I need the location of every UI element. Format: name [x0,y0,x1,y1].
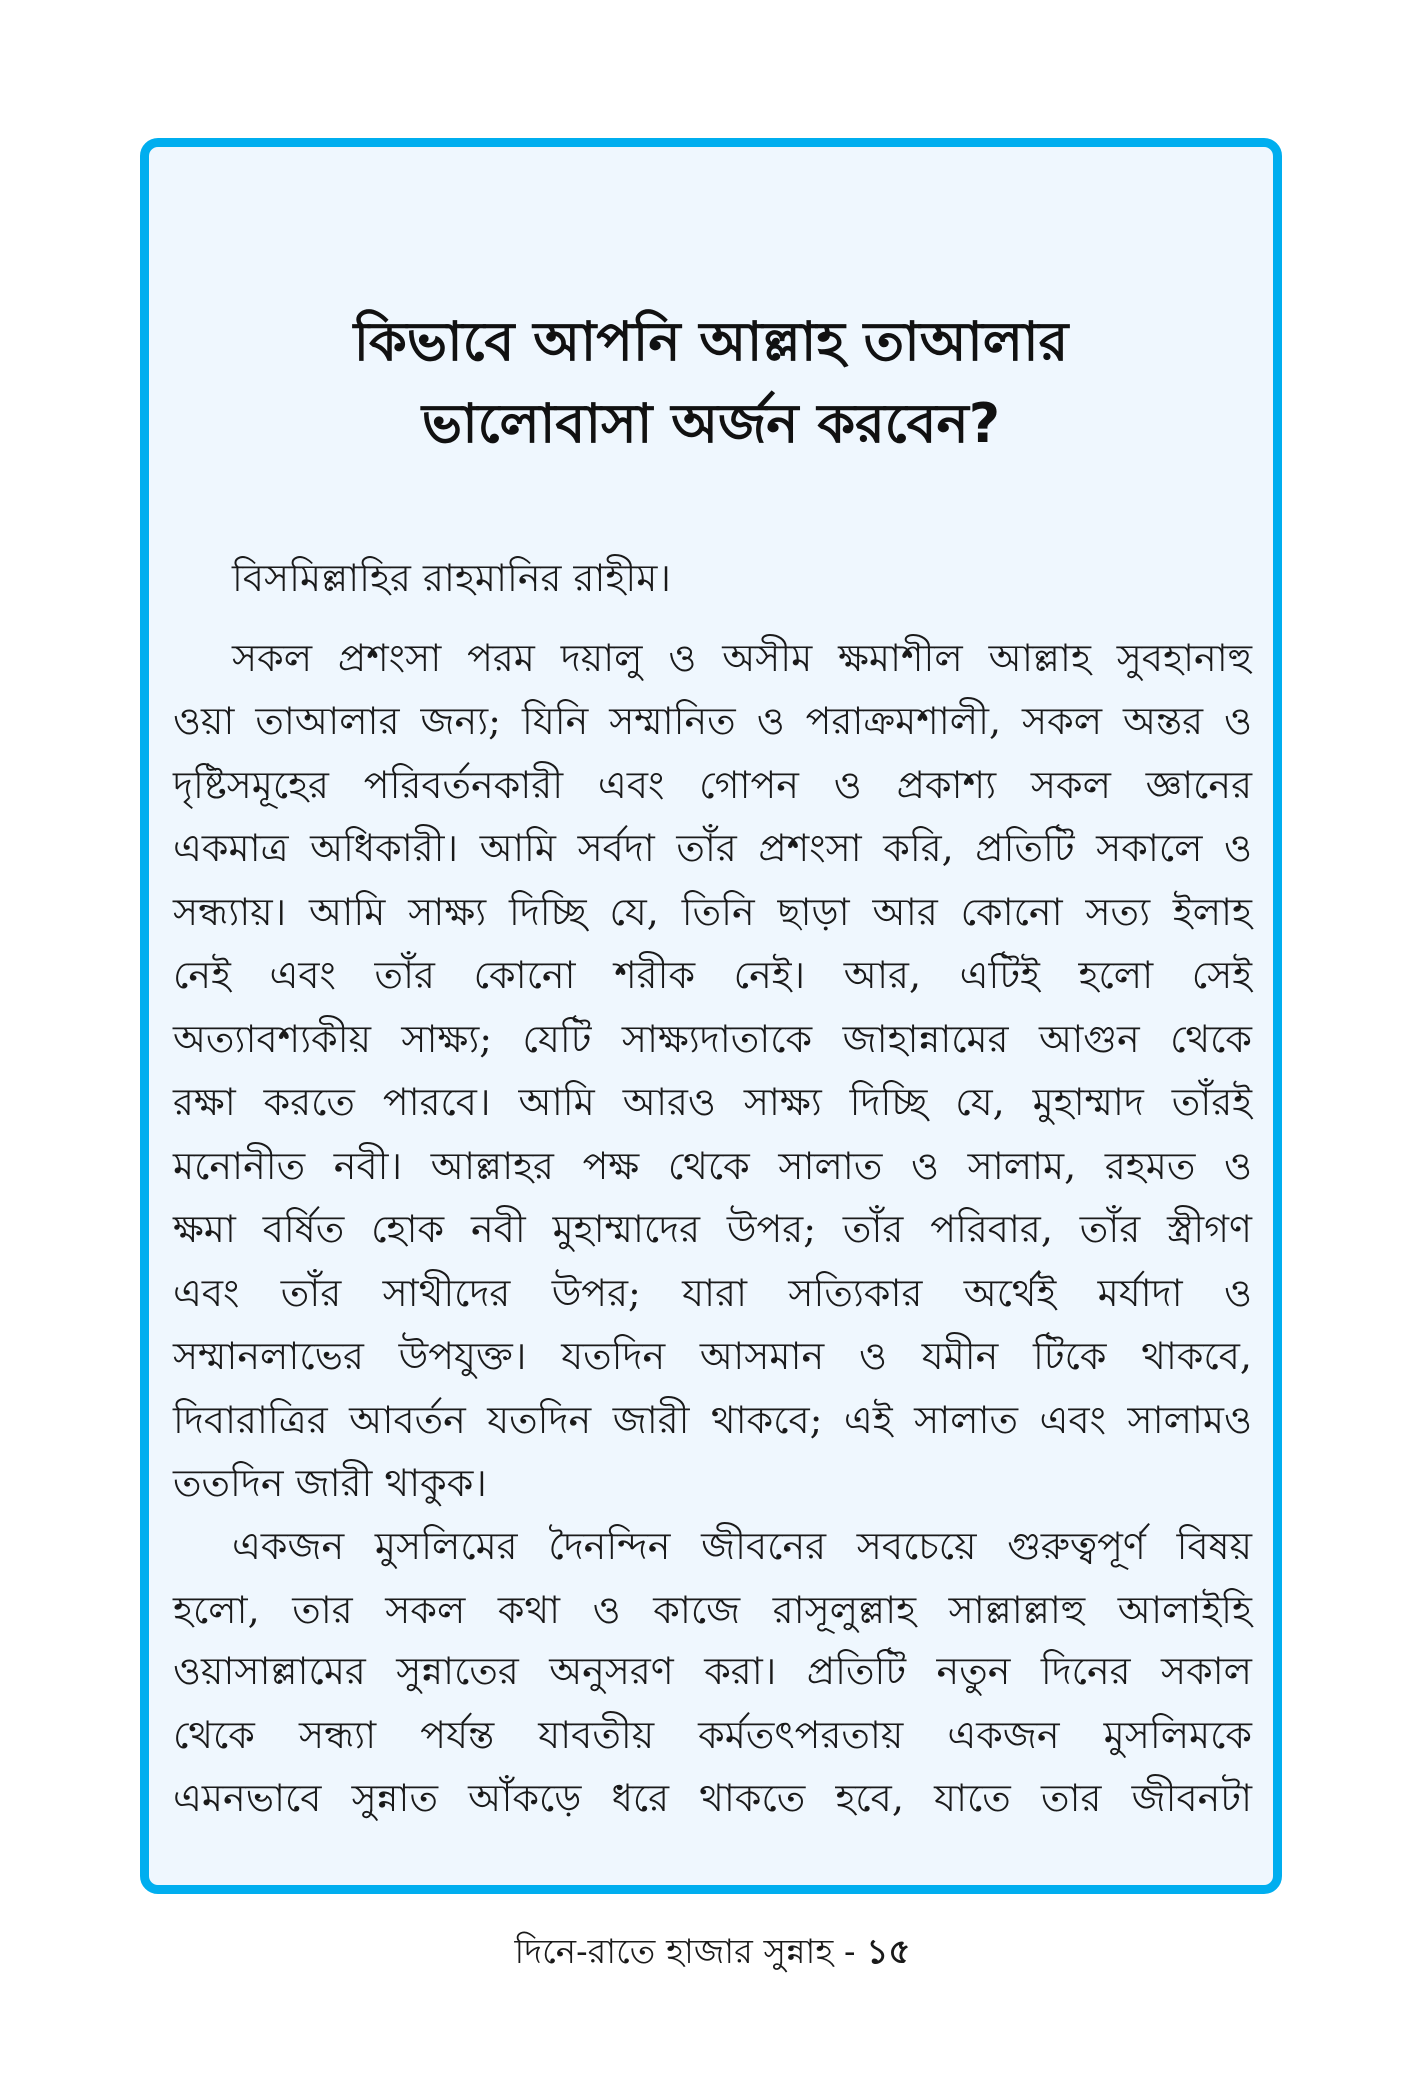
paragraph-line: রক্ষা করতে পারবে। আমি আরও সাক্ষ্য দিচ্ছি যে, মুহাম্মাদ তাঁরই [173,1080,1252,1124]
paragraph-line: নেই এবং তাঁর কোনো শরীক নেই। আর, এটিই হলো সেই [173,953,1252,997]
paragraph-line: ওয়াসাল্লামের সুন্নাতের অনুসরণ করা। প্রতিটি নতুন দিনের সকাল [173,1649,1252,1693]
page-footer [0,1922,1425,1982]
paragraph-line: দিবারাত্রির আবর্তন যতদিন জারী থাকবে; এই সালাত এবং সালামও [173,1398,1252,1442]
paragraph-line: ওয়া তাআলার জন্য; যিনি সম্মানিত ও পরাক্রমশালী, সকল অন্তর ও [173,699,1252,743]
paragraph-line: একজন মুসলিমের দৈনন্দিন জীবনের সবচেয়ে গুরুত্বপূর্ণ বিষয় [232,1524,1252,1568]
paragraph-line: মনোনীত নবী। আল্লাহর পক্ষ থেকে সালাত ও সালাম, রহমত ও [173,1144,1252,1188]
chapter-title-line-1: কিভাবে আপনি আল্লাহ তাআলার [353,310,1069,373]
paragraph-line: সকল প্রশংসা পরম দয়ালু ও অসীম ক্ষমাশীল আল্লাহ সুবহানাহু [232,636,1252,680]
paragraph-line: ক্ষমা বর্ষিত হোক নবী মুহাম্মাদের উপর; তাঁর পরিবার, তাঁর স্ত্রীগণ [173,1207,1252,1251]
page-number: ১৫ [866,1932,911,1972]
chapter-title-line-2: ভালোবাসা অর্জন করবেন? [421,392,1001,455]
paragraph-line: থেকে সন্ধ্যা পর্যন্ত যাবতীয় কর্মতৎপরতায় একজন মুসলিমকে [173,1713,1252,1757]
paragraph-line: অত্যাবশ্যকীয় সাক্ষ্য; যেটি সাক্ষ্যদাতাকে জাহান্নামের আগুন থেকে [173,1017,1252,1061]
paragraph-line: দৃষ্টিসমূহের পরিবর্তনকারী এবং গোপন ও প্রকাশ্য সকল জ্ঞানের [173,763,1252,807]
paragraph-line: একমাত্র অধিকারী। আমি সর্বদা তাঁর প্রশংসা করি, প্রতিটি সকালে ও [173,826,1252,870]
paragraph-line: এমনভাবে সুন্নাত আঁকড়ে ধরে থাকতে হবে, যাতে তার জীবনটা [173,1776,1252,1820]
paragraph-line: সম্মানলাভের উপযুক্ত। যতদিন আসমান ও যমীন টিকে থাকবে, [173,1334,1252,1378]
paragraph-line: হলো, তার সকল কথা ও কাজে রাসূলুল্লাহ সাল্লাল্লাহু আলাইহি [173,1588,1252,1632]
paragraph-line: ততদিন জারী থাকুক। [173,1461,487,1505]
paragraph-line: সন্ধ্যায়। আমি সাক্ষ্য দিচ্ছি যে, তিনি ছাড়া আর কোনো সত্য ইলাহ [173,890,1252,934]
running-book-title: দিনে-রাতে হাজার সুন্নাহ - [514,1932,867,1972]
paragraph-line: এবং তাঁর সাথীদের উপর; যারা সত্যিকার অর্থেই মর্যাদা ও [173,1271,1252,1315]
bismillah-line: বিসমিল্লাহির রাহমানির রাহীম। [232,556,671,600]
